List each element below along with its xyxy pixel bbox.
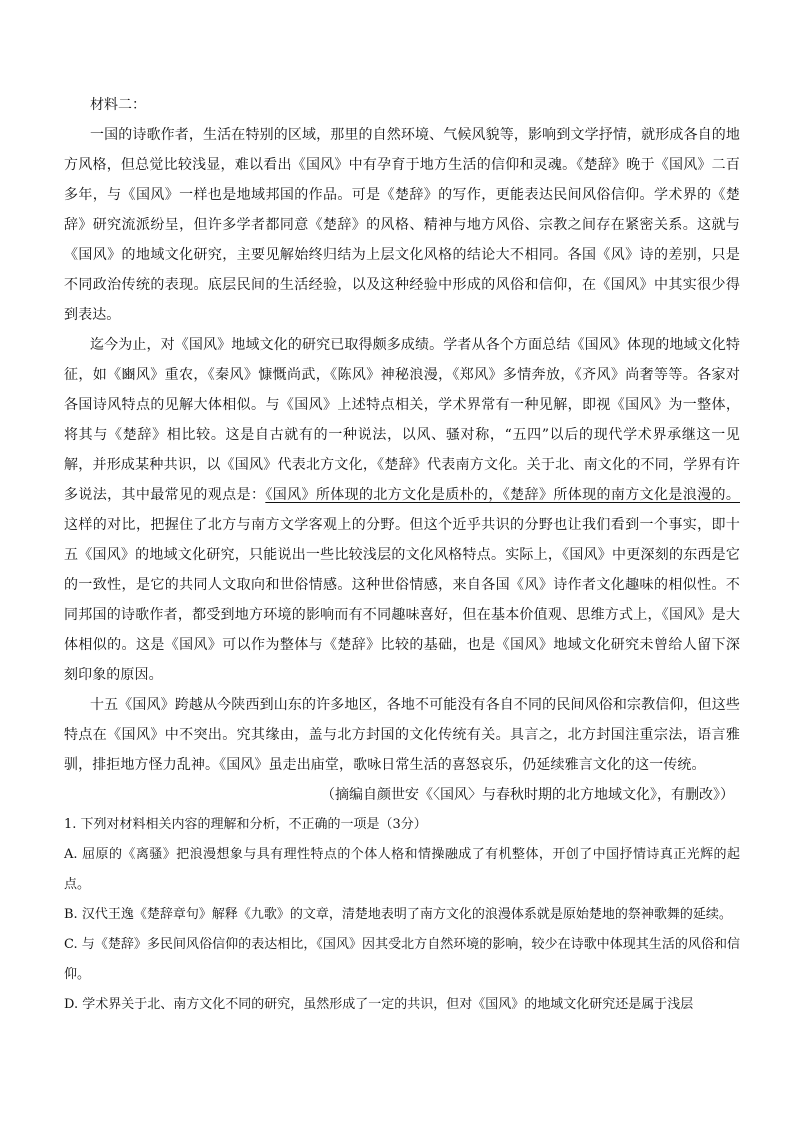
paragraph-2 [64, 330, 740, 690]
paragraph-2-underlined-sentence: 《国风》所体现的北方文化是质朴的，《楚辞》所体现的南方文化是浪漫的。 [265, 487, 740, 503]
paragraph-3: 十五《国风》跨越从今陕西到山东的许多地区，各地不可能没有各自不同的民间风俗和宗教信仰，但这些特点在《国风》中不突出。究其缘由，盖与北方封国的文化传统有关。具言之，北方封国注重宗法，语言雅驯，排拒地方怪力乱神。《国风》虽走出庙堂，歌咏日常生活的喜怒哀乐，仍延续雅言文化的这一传统。 [64, 697, 740, 773]
paragraph-2-text-after: 这样的对比，把握住了北方与南方文学客观上的分野。但这个近乎共识的分野也让我们看到一个事实，即十五《国风》的地域文化研究，只能说出一些比较浅层的文化风格特点。实际上，《国风》中更深刻的东西是它的一致性，是它的共同人文取向和世俗情感。这种世俗情感，来自各国《风》诗作者文化趣味的相似性。不同邦国的诗歌作者，都受到地方环境的影响而有不同趣味喜好，但在基本价值观、思维方式上，《国风》是大体相似的。这是《国风》可以作为整体与《楚辞》比较的基础，也是《国风》地域文化研究未曾给人留下深刻印象的原因。 [64, 517, 740, 683]
option-a: A. 屈原的《离骚》把浪漫想象与具有理性特点的个体人格和情操融成了有机整体，开创了中国抒情诗真正光辉的起点。 [64, 847, 740, 892]
paragraph-1: 一国的诗歌作者，生活在特别的区域，那里的自然环境、气候风貌等，影响到文学抒情，就形成各自的地方风格，但总觉比较浅显，难以看出《国风》中有孕育于地方生活的信仰和灵魂。《楚辞》晚于《国风》二百多年，与《国风》一样也是地域邦国的作品。可是《楚辞》的写作，更能表达民间风俗信仰。学术界的《楚辞》研究流派纷呈，但许多学者都同意《楚辞》的风格、精神与地方风俗、宗教之间存在紧密关系。这就与《国风》的地域文化研究，主要见解始终归结为上层文化风格的结论大不相同。各国《风》诗的差别，只是不同政治传统的表现。底层民间的生活经验，以及这种经验中形成的风俗和信仰，在《国风》中其实很少得到表达。 [64, 127, 740, 323]
question-title: 1. 下列对材料相关内容的理解和分析，不正确的一项是（3分） [64, 817, 427, 832]
source-citation: （摘编自颜世安《〈国风〉与春秋时期的北方地域文化》，有删改》） [321, 787, 734, 803]
document-page [64, 90, 740, 1020]
option-d: D. 学术界关于北、南方文化不同的研究，虽然形成了一定的共识，但对《国风》的地域文化研究还是属于浅层 [64, 997, 694, 1012]
paragraph-2-text-before: 迄今为止，对《国风》地域文化的研究已取得颇多成绩。学者从各个方面总结《国风》体现的地域文化特征，如《豳风》重农，《秦风》慷慨尚武，《陈风》神秘浪漫，《郑风》多情奔放，《齐风》尚奢等等。各家对各国诗风特点的见解大体相似。与《国风》上述特点相关，学术界常有一种见解，即视《国风》为一整体，将其与《楚辞》相比较。这是自古就有的一种说法，以风、骚对称，“五四”以后的现代学术界承继这一见解，并形成某种共识，以《国风》代表北方文化，《楚辞》代表南方文化。关于北、南文化的不同，学界有许多说法，其中最常见的观点是： [64, 337, 740, 503]
section-heading: 材料二： [90, 97, 146, 113]
option-b: B. 汉代王逸《楚辞章句》解释《九歌》的文章，清楚地表明了南方文化的浪漫体系就是原始楚地的祭神歌舞的延续。 [64, 907, 732, 922]
option-c: C. 与《楚辞》多民间风俗信仰的表达相比，《国风》因其受北方自然环境的影响，较少在诗歌中体现其生活的风俗和信仰。 [64, 937, 740, 982]
